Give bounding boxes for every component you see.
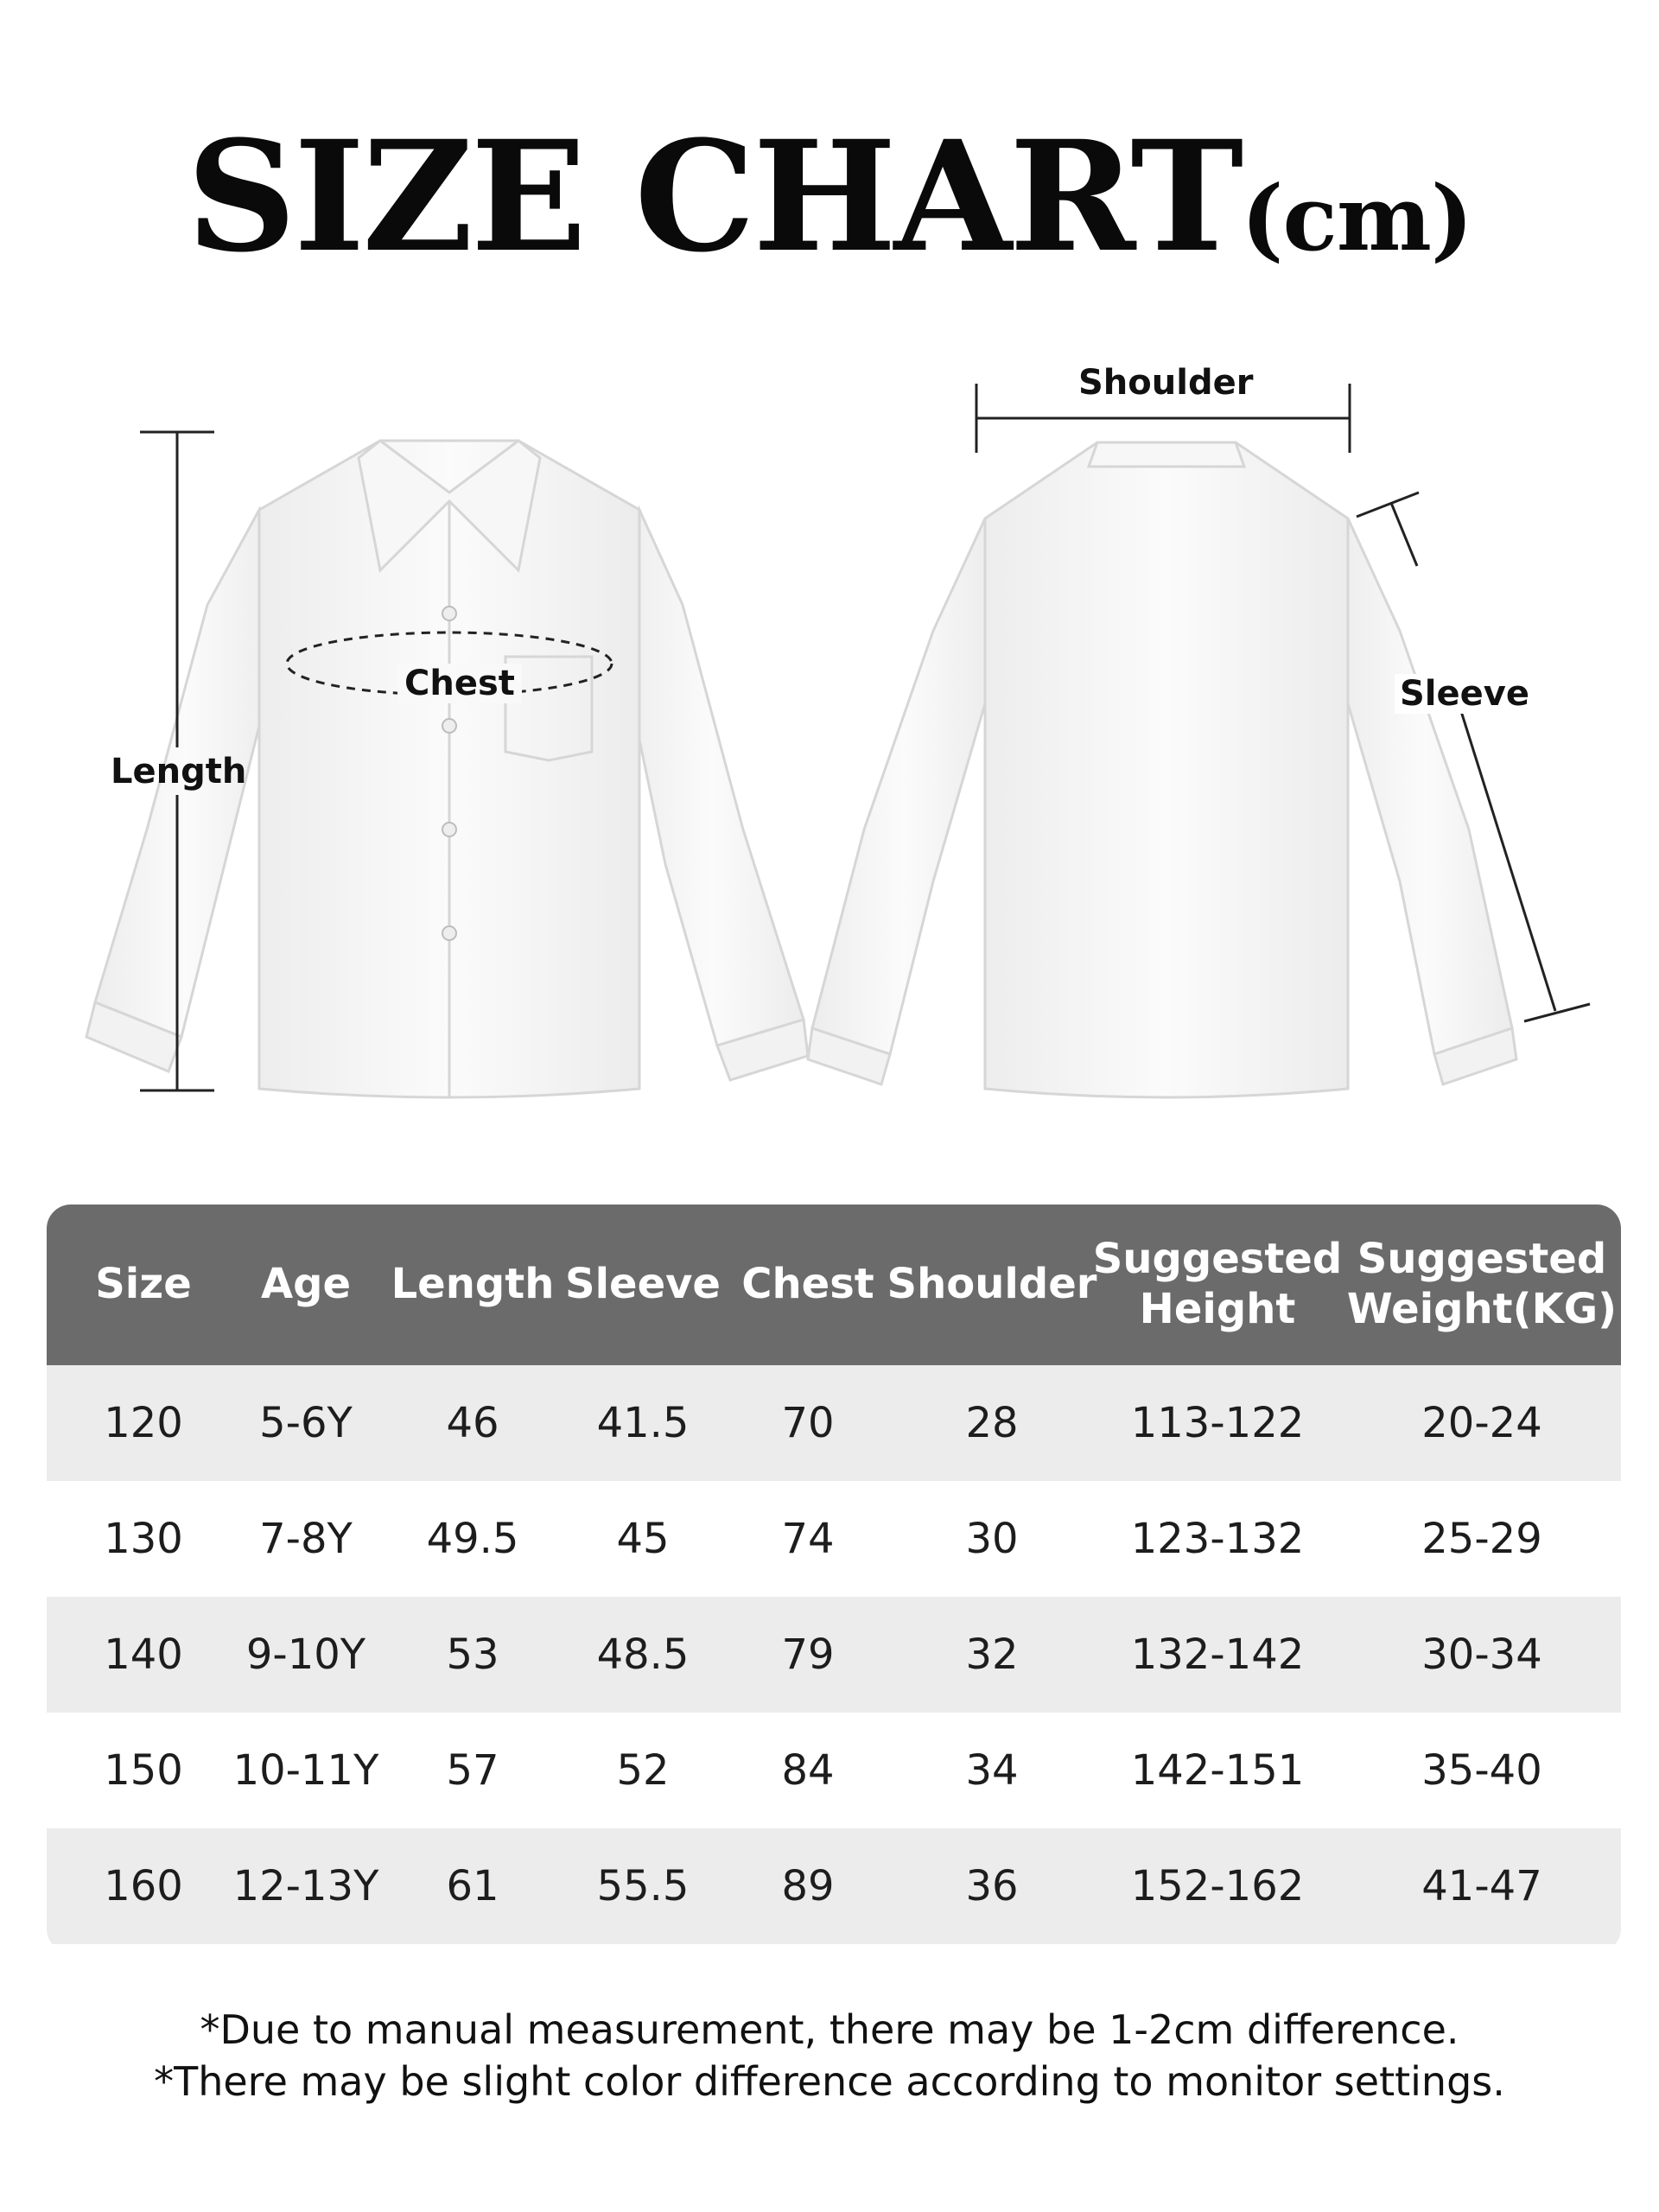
cell-chest: 74 <box>781 1515 835 1563</box>
header-length: Length <box>391 1260 555 1309</box>
front-right-sleeve <box>622 510 804 1046</box>
note-measurement: *Due to manual measurement, there may be 1-2cm difference. <box>200 2006 1459 2053</box>
cell-size: 160 <box>104 1862 183 1910</box>
cell-length: 57 <box>446 1746 499 1795</box>
cell-length: 61 <box>446 1862 499 1910</box>
cell-weight: 35-40 <box>1421 1746 1542 1795</box>
cell-weight: 25-29 <box>1421 1515 1542 1563</box>
chest-label: Chest <box>397 664 522 703</box>
cell-chest: 70 <box>781 1399 835 1447</box>
cell-sleeve: 52 <box>616 1746 670 1795</box>
cell-chest: 84 <box>781 1746 835 1795</box>
cell-shoulder: 32 <box>965 1630 1019 1679</box>
cell-sleeve: 55.5 <box>596 1862 690 1910</box>
cell-size: 150 <box>104 1746 183 1795</box>
title-main: SIZE CHART <box>186 107 1242 286</box>
cell-height: 123-132 <box>1130 1515 1305 1563</box>
shirt-illustration <box>0 346 1659 1123</box>
header-chest: Chest <box>741 1260 874 1309</box>
cell-size: 140 <box>104 1630 183 1679</box>
cell-height: 132-142 <box>1130 1630 1305 1679</box>
cell-size: 130 <box>104 1515 183 1563</box>
cell-sleeve: 45 <box>616 1515 670 1563</box>
cell-height: 113-122 <box>1130 1399 1305 1447</box>
cell-age: 9-10Y <box>245 1630 366 1679</box>
cell-weight: 20-24 <box>1421 1399 1542 1447</box>
sleeve-label: Sleeve <box>1395 674 1535 714</box>
cell-height: 142-151 <box>1130 1746 1305 1795</box>
cell-age: 12-13Y <box>232 1862 379 1910</box>
cell-height: 152-162 <box>1130 1862 1305 1910</box>
cell-weight: 30-34 <box>1421 1630 1542 1679</box>
header-suggested-weight: Suggested Weight(KG) <box>1346 1235 1618 1333</box>
table-row <box>47 1365 1621 1481</box>
cell-chest: 89 <box>781 1862 835 1910</box>
title-unit: (cm) <box>1241 165 1473 271</box>
cell-length: 49.5 <box>426 1515 519 1563</box>
shoulder-label: Shoulder <box>1078 363 1254 403</box>
cell-age: 7-8Y <box>259 1515 353 1563</box>
cell-length: 46 <box>446 1399 499 1447</box>
cell-shoulder: 28 <box>965 1399 1019 1447</box>
header-shoulder: Shoulder <box>887 1260 1097 1309</box>
cell-sleeve: 48.5 <box>596 1630 690 1679</box>
back-body <box>985 442 1348 1097</box>
cell-length: 53 <box>446 1630 499 1679</box>
back-collar <box>1089 442 1244 467</box>
header-suggested-height: Suggested Height <box>1092 1235 1343 1333</box>
table-row <box>47 1597 1621 1713</box>
shirt-diagram <box>0 346 1659 1123</box>
cell-chest: 79 <box>781 1630 835 1679</box>
header-sleeve: Sleeve <box>565 1260 721 1309</box>
header-size: Size <box>95 1260 192 1309</box>
cell-shoulder: 36 <box>965 1862 1019 1910</box>
header-age: Age <box>260 1260 352 1309</box>
table-row <box>47 1713 1621 1828</box>
table-row <box>47 1481 1621 1597</box>
size-table <box>47 1205 1621 1953</box>
table-header <box>47 1205 1621 1365</box>
length-label: Length <box>111 752 247 791</box>
cell-size: 120 <box>104 1399 183 1447</box>
cell-weight: 41-47 <box>1421 1862 1542 1910</box>
cell-age: 10-11Y <box>232 1746 379 1795</box>
cell-sleeve: 41.5 <box>596 1399 690 1447</box>
cell-age: 5-6Y <box>259 1399 353 1447</box>
back-left-sleeve <box>812 518 994 1054</box>
back-shirt <box>808 442 1516 1097</box>
cell-shoulder: 30 <box>965 1515 1019 1563</box>
table-row <box>47 1828 1621 1944</box>
cell-shoulder: 34 <box>965 1746 1019 1795</box>
back-right-sleeve <box>1339 518 1512 1054</box>
note-color: *There may be slight color difference according to monitor settings. <box>154 2058 1505 2105</box>
page-title <box>0 107 1659 286</box>
